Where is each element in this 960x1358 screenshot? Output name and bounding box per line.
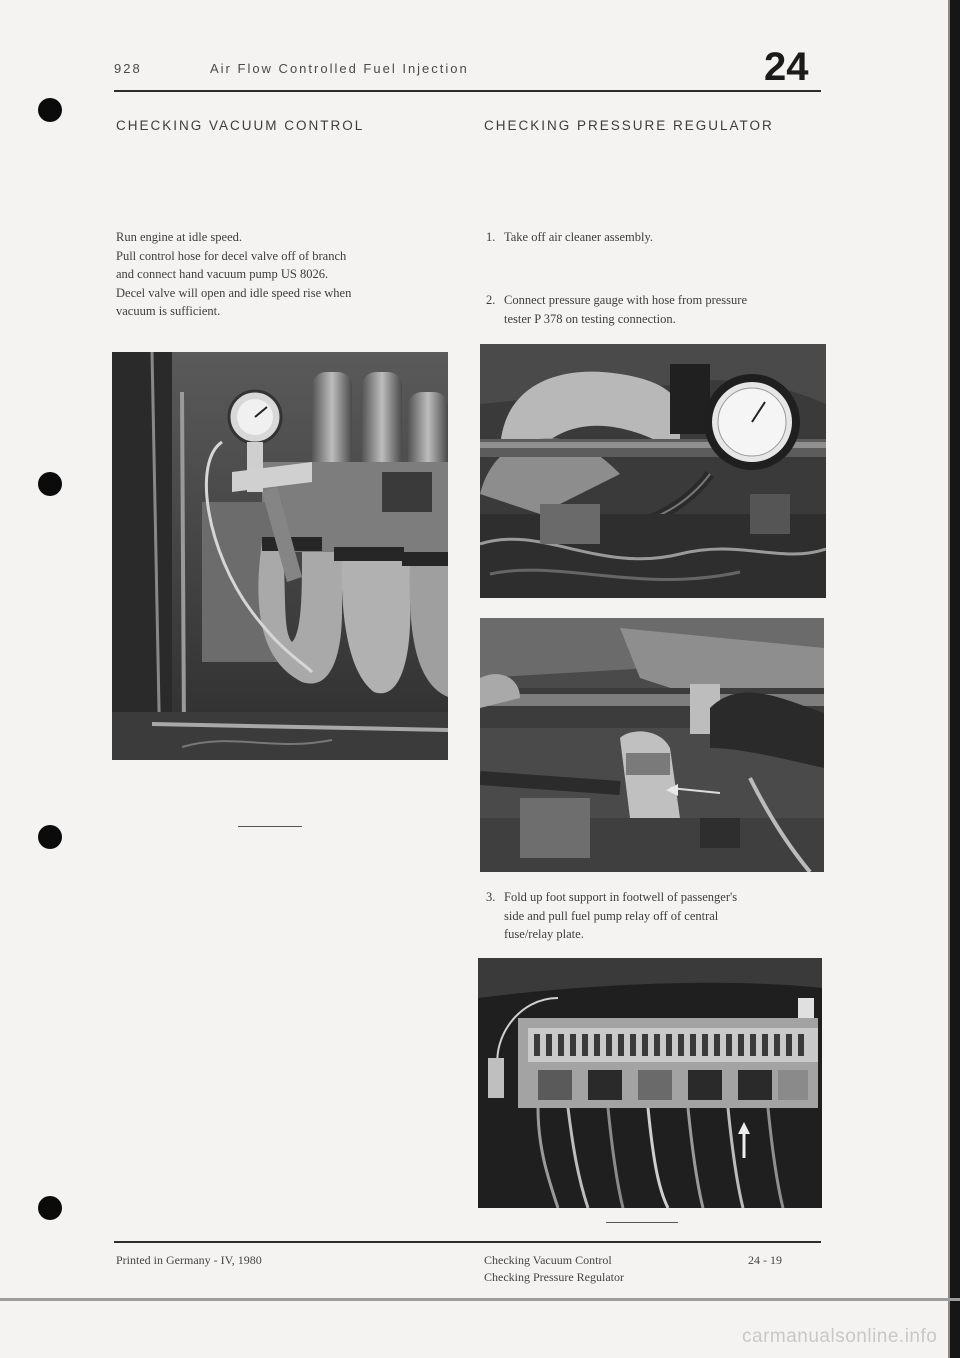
step-1 [486,228,836,248]
text-line: Connect pressure gauge with hose from pressure [504,293,747,307]
footer-contents [484,1252,624,1286]
photo-vacuum-pump [112,352,448,760]
header-title: Air Flow Controlled Fuel Injection [210,61,469,76]
text-line: Decel valve will open and idle speed rise when [116,285,352,300]
step-3 [486,888,836,948]
footer-content-line: Checking Pressure Regulator [484,1270,624,1284]
binder-hole [38,472,62,496]
footer-content-line: Checking Vacuum Control [484,1253,612,1267]
heading-pressure-regulator: CHECKING PRESSURE REGULATOR [484,118,774,133]
step-2 [486,291,836,331]
binder-hole [38,1196,62,1220]
text-line: Fold up foot support in footwell of passenger's [504,890,738,904]
header-rule [114,90,821,92]
text-line: Run engine at idle speed. [116,230,243,244]
short-rule [238,826,302,827]
scan-bottom-edge [0,1298,960,1301]
text-line: side and pull fuel pump relay off of central [504,908,719,923]
text-line: Take off air cleaner assembly. [504,230,654,244]
text-line: fuse/relay plate. [504,927,584,941]
photo-testing-connection [480,618,824,872]
photo-fuse-relay-plate [478,958,822,1208]
watermark: carmanualsonline.info [742,1326,938,1347]
page-edge [950,0,960,1358]
heading-vacuum-control: CHECKING VACUUM CONTROL [116,118,365,133]
binder-hole [38,825,62,849]
step-number: 3. [486,890,496,904]
photo-pressure-gauge [480,344,826,598]
text-line: vacuum is sufficient. [116,304,221,318]
text-line: and connect hand vacuum pump US 8026. [116,267,329,281]
chapter-number: 24 [764,45,809,89]
footer-printed: Printed in Germany - IV, 1980 [116,1253,262,1267]
header-model: 928 [114,61,142,76]
page-number: 24 - 19 [748,1253,782,1267]
footer-rule [114,1241,821,1243]
short-rule [606,1222,678,1223]
text-line: tester P 378 on testing connection. [504,311,676,326]
binder-hole [38,98,62,122]
step-number: 1. [486,230,496,244]
text-line: Pull control hose for decel valve off of branch [116,248,347,263]
vacuum-control-text [116,228,446,321]
step-number: 2. [486,293,496,307]
